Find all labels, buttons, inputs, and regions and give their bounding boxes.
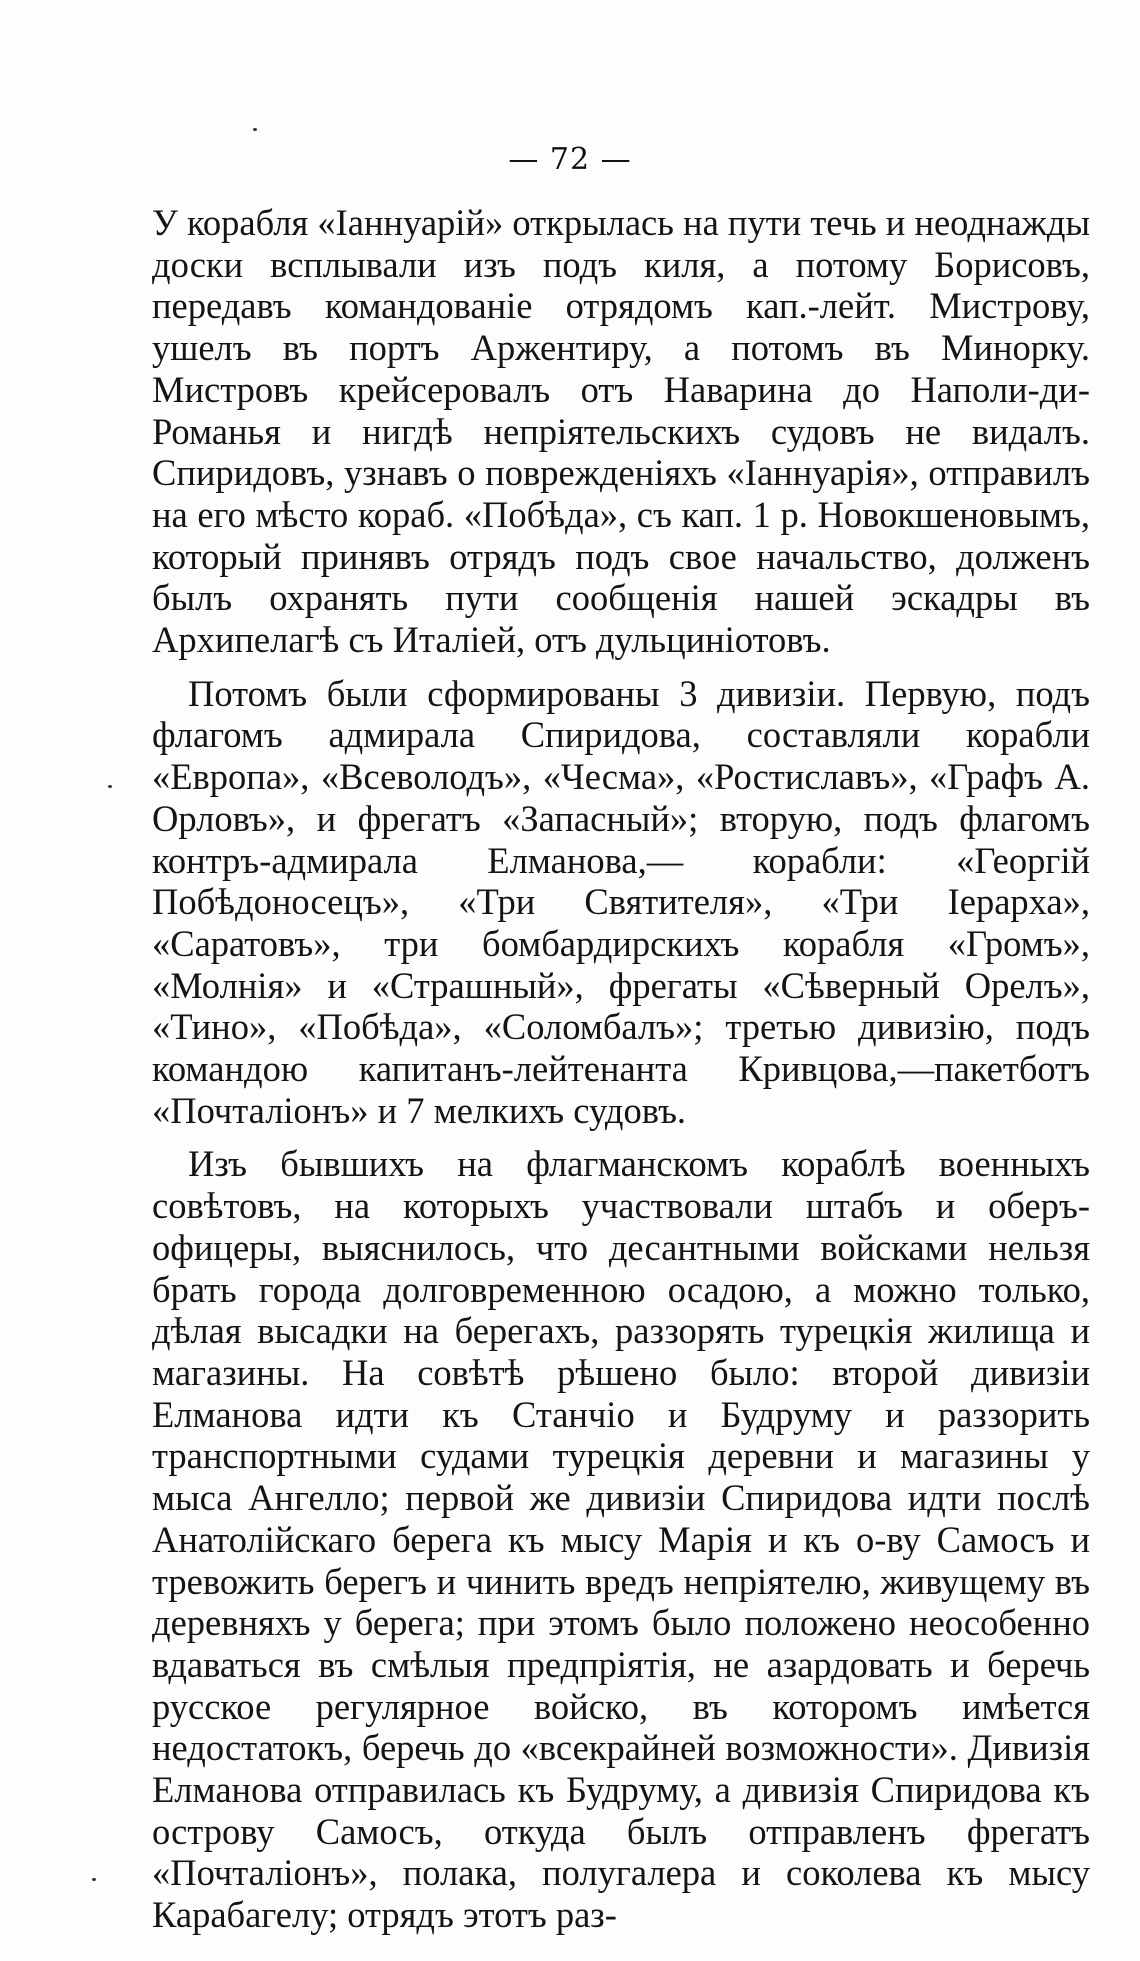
paragraph: Изъ бывшихъ на флагманскомъ кораблѣ военныхъ совѣтовъ, на которыхъ участвовали штабъ и оберъ-офицеры, выяснилось, что десантными войсками нельзя брать города долговременною осадою, а можно только, дѣлая высадки на берегахъ, раззорять турецкія жилища и магазины. На совѣтѣ рѣшено было: второй дивизіи Елманова идти къ Станчіо и Будруму и раззорить транспортными судами турецкія деревни и магазины у мыса Ангелло; первой же дивизіи Спиридова идти послѣ Анатолійскаго берега къ мысу Марія и къ о-ву Самосъ и тревожить берегъ и чинить вредъ непріятелю, живущему въ деревняхъ у берега; при этомъ было положено неособенно вдаваться въ смѣлыя предпріятія, не азардовать и беречь русское регулярное войско, въ которомъ имѣется недостатокъ, беречь до «всекрайней возможности». Дивизія Елманова отправилась къ Будруму, а дивизія Спиридова къ острову Самосъ, откуда былъ отправленъ фрегатъ «Почталіонъ», полака, полугалера и соколева къ мысу Карабагелу; отрядъ этотъ раз- <box>152 1143 1090 1936</box>
body-text <box>152 202 1090 1948</box>
paragraph: У корабля «Іаннуарій» открылась на пути течь и неоднажды доски всплывали изъ подъ киля, а потому Борисовъ, передавъ командованіе отрядомъ кап.-лейт. Мистрову, ушелъ въ портъ Аржентиру, а потомъ въ Минорку. Мистровъ крейсеровалъ отъ Наварина до Наполи-ди-Романья и нигдѣ непріятельскихъ судовъ не видалъ. Спиридовъ, узнавъ о поврежденіяхъ «Іаннуарія», отправилъ на его мѣсто кораб. «Побѣда», съ кап. 1 р. Новокшеновымъ, который принявъ отрядъ подъ свое начальство, долженъ былъ охранять пути сообщенія нашей эскадры въ Архипелагѣ съ Италіей, отъ дульциніотовъ. <box>152 202 1090 661</box>
print-speck <box>92 1878 96 1881</box>
print-speck <box>253 128 257 131</box>
paragraph: Потомъ были сформированы 3 дивизіи. Первую, подъ флагомъ адмирала Спиридова, составляли корабли «Европа», «Всеволодъ», «Чесма», «Ростиславъ», «Графъ А. Орловъ», и фрегатъ «Запасный»; вторую, подъ флагомъ контръ-адмирала Елманова,— корабли: «Георгій Побѣдоносецъ», «Три Святителя», «Три Іерарха», «Саратовъ», три бомбардирскихъ корабля «Громъ», «Молнія» и «Страшный», фрегаты «Сѣверный Орелъ», «Тино», «Побѣда», «Соломбалъ»; третью дивизію, подъ командою капитанъ-лейтенанта Кривцова,—пакетботъ «Почталіонъ» и 7 мелкихъ судовъ. <box>152 672 1090 1131</box>
print-speck <box>108 785 112 788</box>
page-number: — 72 — <box>508 142 632 177</box>
